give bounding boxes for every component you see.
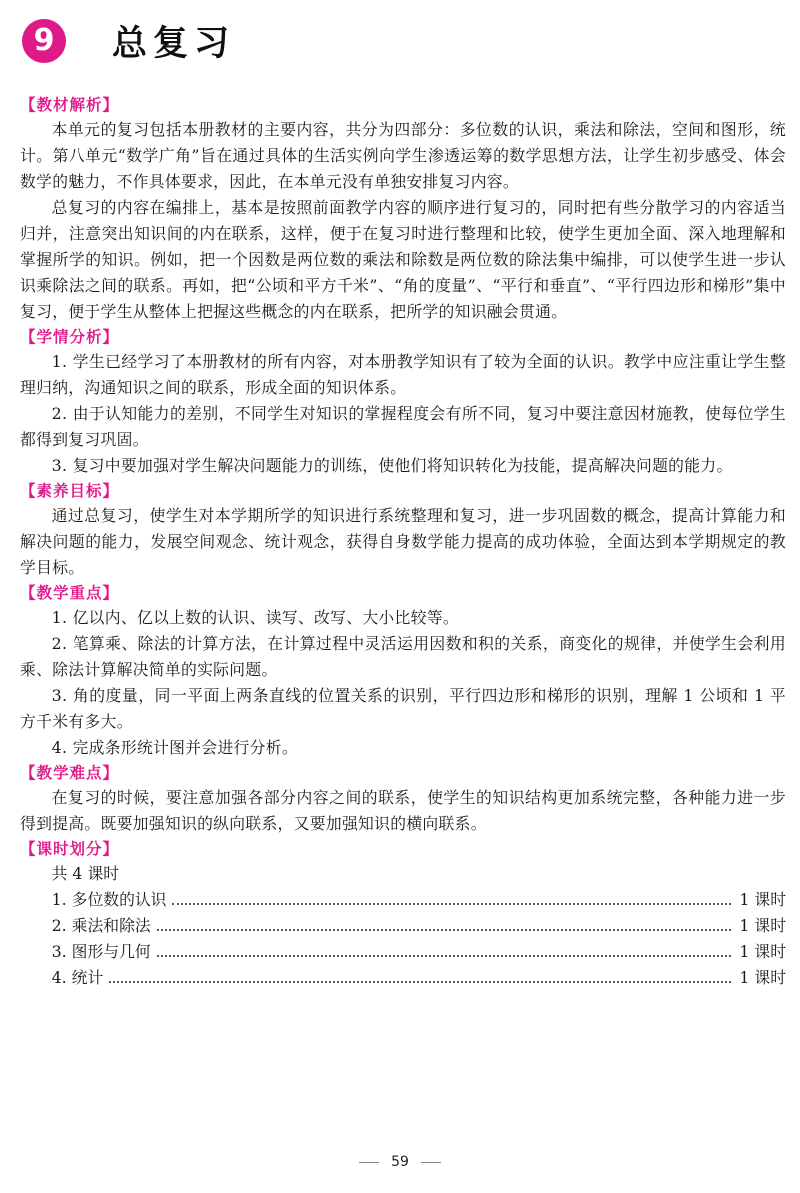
schedule-value: 1 课时 [739,968,786,987]
schedule-label: 2. 乘法和除法 [51,916,151,935]
page-number: 59 [391,1154,409,1170]
schedule-total: 共 4 课时 [51,864,120,883]
schedule-value: 1 课时 [739,942,786,961]
paragraph: 通过总复习，使学生对本学期所学的知识进行系统整理和复习，进一步巩固数的概念，提高计算能力和解决问题的能力，发展空间观念、统计观念，获得自身数学能力提高的成功体验，全面达到本学期规定的教学目标。 [20,506,786,577]
schedule-value: 1 课时 [739,890,786,909]
section-teaching-focus [20,581,786,761]
footer-dash-right [421,1162,441,1163]
page-content [20,93,786,991]
paragraph: 2. 笔算乘、除法的计算方法，在计算过程中灵活运用因数和积的关系，商变化的规律，并使学生会利用乘、除法计算解决简单的实际问题。 [20,634,786,679]
section-heading: 【学情分析】 [20,328,120,346]
unit-title: 总复习 [112,24,236,64]
schedule-label: 3. 图形与几何 [51,942,151,961]
page-footer [0,1154,800,1170]
dot-leader [157,954,732,957]
dot-leader [157,928,732,931]
page-header [22,18,235,64]
schedule-row [20,965,786,991]
schedule-label: 1. 多位数的认识 [51,890,167,909]
paragraph: 3. 角的度量，同一平面上两条直线的位置关系的识别，平行四边形和梯形的识别，理解 1 公顷和 1 平方千米有多大。 [20,686,786,731]
section-heading: 【课时划分】 [20,840,120,858]
paragraph: 本单元的复习包括本册教材的主要内容，共分为四部分：多位数的认识，乘法和除法，空间和图形，统计。第八单元“数学广角”旨在通过具体的生活实例向学生渗透运筹的数学思想方法，让学生初步感受、体会数学的魅力，不作具体要求，因此，在本单元没有单独安排复习内容。 [20,120,786,191]
section-heading: 【教学重点】 [20,584,120,602]
schedule-row [20,939,786,965]
section-student-analysis [20,325,786,479]
dot-leader [172,902,731,905]
schedule-row [20,913,786,939]
dot-leader [109,980,731,983]
section-lesson-schedule [20,837,786,991]
paragraph: 总复习的内容在编排上，基本是按照前面教学内容的顺序进行复习的，同时把有些分散学习的内容适当归并，注意突出知识间的内在联系，这样，便于在复习时进行整理和比较，使学生更加全面、深入地理解和掌握所学的知识。例如，把一个因数是两位数的乘法和除数是两位数的除法集中编排，可以使学生进一步认识乘除法之间的联系。再如，把“公顷和平方千米”、“角的度量”、“平行和垂直”、“平行四边形和梯形”集中复习，便于学生从整体上把握这些概念的内在联系，把所学的知识融会贯通。 [20,198,786,321]
section-teaching-difficulty [20,761,786,837]
schedule-label: 4. 统计 [51,968,104,987]
paragraph: 2. 由于认知能力的差别，不同学生对知识的掌握程度会有所不同，复习中要注意因材施教，使每位学生都得到复习巩固。 [20,404,786,449]
section-heading: 【教材解析】 [20,96,120,114]
paragraph: 1. 亿以内、亿以上数的认识、读写、改写、大小比较等。 [51,608,459,627]
section-heading: 【教学难点】 [20,764,120,782]
section-heading: 【素养目标】 [20,482,120,500]
paragraph: 4. 完成条形统计图并会进行分析。 [51,738,298,757]
footer-dash-left [359,1162,379,1163]
paragraph: 1. 学生已经学习了本册教材的所有内容，对本册教学知识有了较为全面的认识。教学中应注重让学生整理归纳，沟通知识之间的联系，形成全面的知识体系。 [20,352,786,397]
section-literacy-goals [20,479,786,581]
paragraph: 在复习的时候，要注意加强各部分内容之间的联系，使学生的知识结构更加系统完整，各种能力进一步得到提高。既要加强知识的纵向联系，又要加强知识的横向联系。 [20,788,786,833]
paragraph: 3. 复习中要加强对学生解决问题能力的训练，使他们将知识转化为技能，提高解决问题的能力。 [51,456,733,475]
section-textbook-analysis [20,93,786,325]
schedule-row [20,887,786,913]
schedule-value: 1 课时 [739,916,786,935]
unit-number-badge: 9 [22,19,66,63]
